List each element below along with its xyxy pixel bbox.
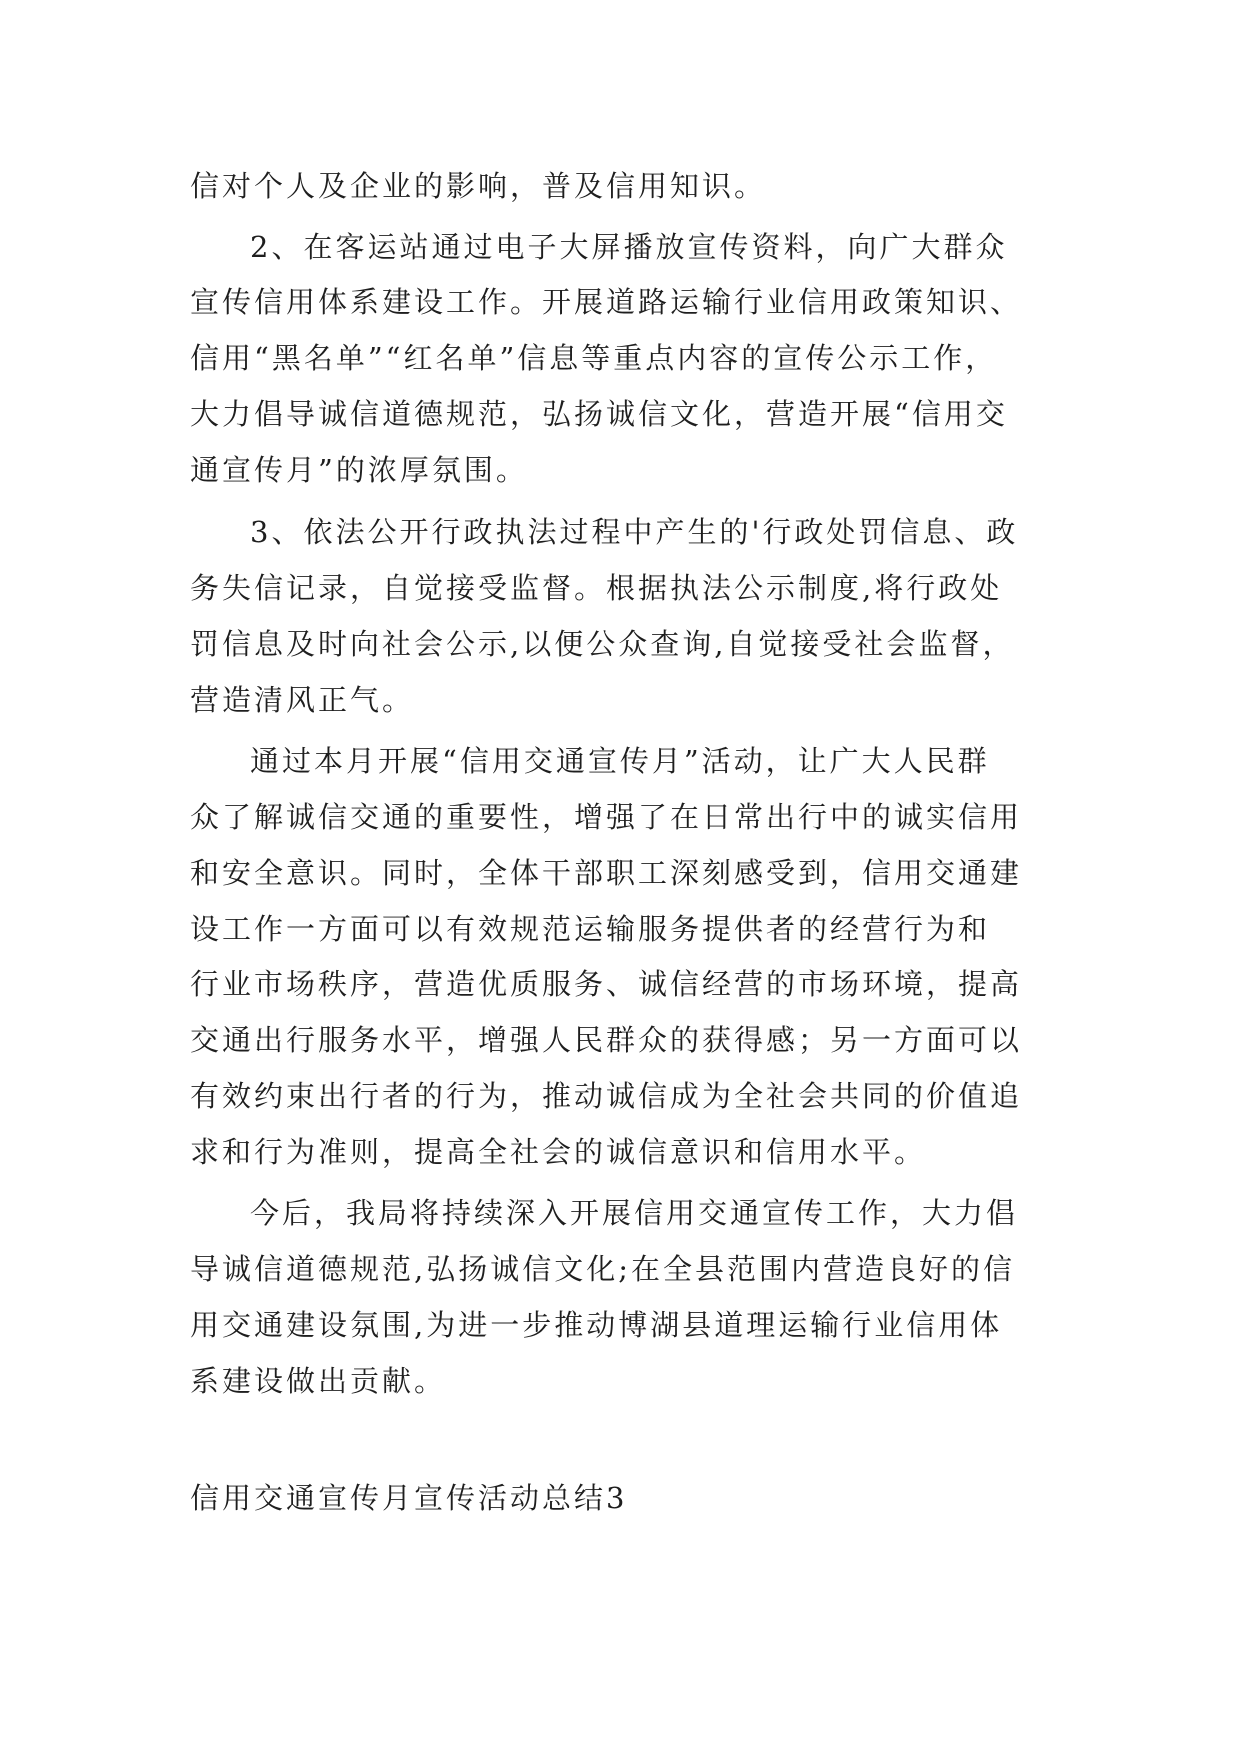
paragraph-line: 大力倡导诚信道德规范，弘扬诚信文化，营造开展“信用交 — [190, 397, 1008, 431]
paragraph-line: 和安全意识。同时，全体干部职工深刻感受到，信用交通建 — [190, 856, 1023, 890]
paragraph-line: 求和行为准则，提高全社会的诚信意识和信用水平。 — [190, 1135, 927, 1169]
paragraph-line: 2、在客运站通过电子大屏播放宣传资料，向广大群众 — [250, 230, 1008, 264]
paragraph-line: 导诚信道德规范,弘扬诚信文化;在全县范围内营造良好的信 — [190, 1252, 1015, 1286]
paragraph-line: 设工作一方面可以有效规范运输服务提供者的经营行为和 — [190, 912, 991, 946]
paragraph-line: 交通出行服务水平，增强人民群众的获得感；另一方面可以 — [190, 1023, 1023, 1057]
paragraph-line: 通过本月开展“信用交通宣传月”活动，让广大人民群 — [250, 744, 990, 778]
paragraph-line: 用交通建设氛围,为进一步推动博湖县道理运输行业信用体 — [190, 1308, 1003, 1342]
paragraph-line: 罚信息及时向社会公示,以便公众查询,自觉接受社会监督， — [190, 627, 1015, 661]
paragraph-line: 系建设做出贡献。 — [190, 1364, 447, 1398]
paragraph-line: 3、依法公开行政执法过程中产生的'行政处罚信息、政 — [250, 515, 1019, 549]
paragraph-line: 信对个人及企业的影响，普及信用知识。 — [190, 169, 767, 203]
paragraph-line: 信用“黑名单”“红名单”信息等重点内容的宣传公示工作， — [190, 341, 998, 375]
paragraph-line: 行业市场秩序，营造优质服务、诚信经营的市场环境，提高 — [190, 967, 1023, 1001]
paragraph-line: 宣传信用体系建设工作。开展道路运输行业信用政策知识、 — [190, 285, 1023, 319]
section-heading: 信用交通宣传月宣传活动总结3 — [190, 1481, 628, 1515]
paragraph-line: 营造清风正气。 — [190, 683, 415, 717]
paragraph-line: 有效约束出行者的行为，推动诚信成为全社会共同的价值追 — [190, 1079, 1023, 1113]
paragraph-line: 今后，我局将持续深入开展信用交通宣传工作，大力倡 — [250, 1196, 1019, 1230]
paragraph-line: 通宣传月”的浓厚氛围。 — [190, 453, 528, 487]
paragraph-line: 众了解诚信交通的重要性，增强了在日常出行中的诚实信用 — [190, 800, 1023, 834]
paragraph-line: 务失信记录，自觉接受监督。根据执法公示制度,将行政处 — [190, 571, 1003, 605]
